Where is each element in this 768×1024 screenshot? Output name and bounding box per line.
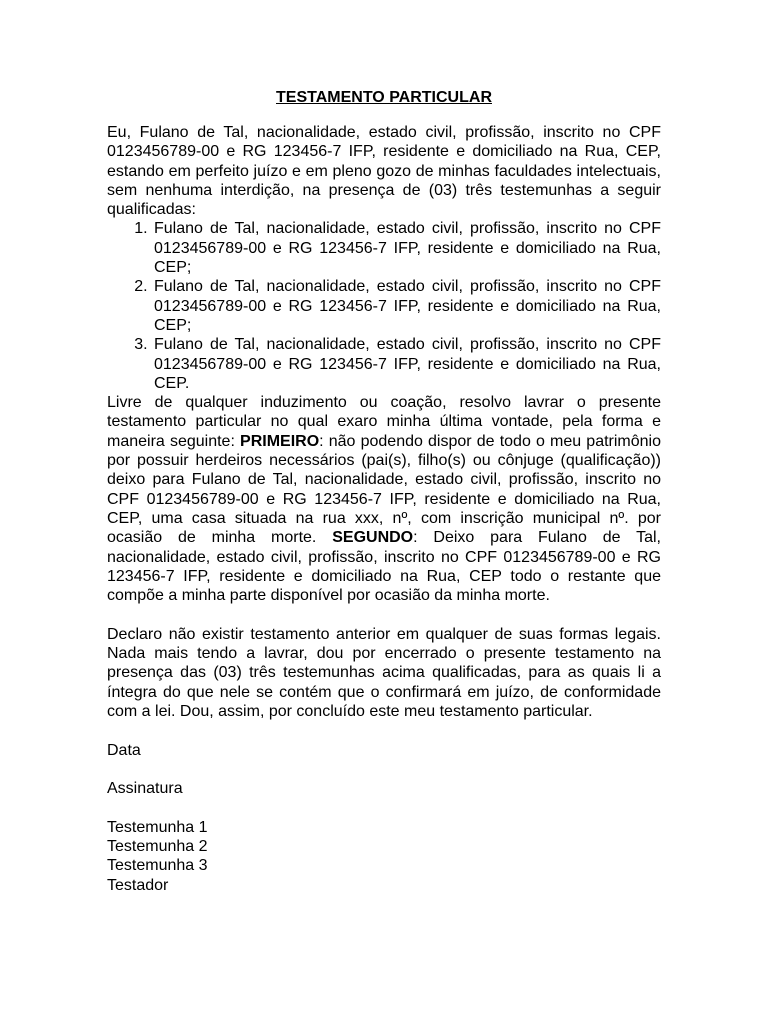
spacer bbox=[107, 721, 661, 740]
bequest-intro-text: Livre de qualquer induzimento ou coação, resolvo lavrar o presente testamento particular no qual exaro minha última vontade, pela forma e maneira seguinte: bbox=[107, 394, 661, 450]
spacer bbox=[107, 760, 661, 779]
declaration-paragraph: Declaro não existir testamento anterior em qualquer de suas formas legais. Nada mais tendo a lavrar, dou por encerrado o presente testamento na presença das (03) três testemunhas acima qualificadas, para as quais li a íntegra do que nele se contém que o confirmará em juízo, de conformidade com a lei. Dou, assim, por concluído este meu testamento particular. bbox=[107, 625, 661, 720]
signatory-testator: Testador bbox=[107, 876, 169, 894]
primeiro-label: PRIMEIRO bbox=[240, 432, 320, 450]
signatory-witness-2: Testemunha 2 bbox=[107, 837, 208, 855]
date-label: Data bbox=[107, 741, 141, 759]
intro-paragraph: Eu, Fulano de Tal, nacionalidade, estado civil, profissão, inscrito no CPF 0123456789-00 e RG 123456-7 IFP, residente e domiciliado na Rua, CEP, estando em perfeito juízo e em pleno gozo de minhas faculdades intelectuais, sem nenhuma interdição, na presença de (03) três testemunhas a seguir qualificadas: bbox=[107, 124, 661, 219]
signature-label: Assinatura bbox=[107, 780, 183, 798]
signatory-witness-3: Testemunha 3 bbox=[107, 857, 208, 875]
witness-item-1: 1. Fulano de Tal, nacionalidade, estado civil, profissão, inscrito no CPF 0123456789-00 e RG 123456-7 IFP, residente e domiciliado na Rua, CEP; bbox=[152, 219, 661, 277]
signatory-witness-1: Testemunha 1 bbox=[107, 818, 208, 836]
bequest-paragraph bbox=[107, 393, 661, 605]
segundo-text: : Deixo para Fulano de Tal, nacionalidade, estado civil, profissão, inscrito no CPF 0123456789-00 e RG 123456-7 IFP, residente e domiciliado na Rua, CEP todo o restante que compõe a minha parte disponível por ocasião da minha morte. bbox=[107, 529, 661, 605]
document-page bbox=[107, 88, 661, 895]
witness-item-3: 3. Fulano de Tal, nacionalidade, estado civil, profissão, inscrito no CPF 0123456789-00 e RG 123456-7 IFP, residente e domiciliado na Rua, CEP. bbox=[152, 335, 661, 393]
document-title: TESTAMENTO PARTICULAR bbox=[276, 89, 492, 106]
primeiro-text: : não podendo dispor de todo o meu patrimônio por possuir herdeiros necessários (pai(s), filho(s) ou cônjuge (qualificação)) deixo para Fulano de Tal, nacionalidade, estado civil, profissão, inscrito no CPF 0123456789-00 e RG 123456-7 IFP, residente e domiciliado na Rua, CEP, uma casa situada na rua xxx, nº, com inscrição municipal nº. por ocasião de minha morte. bbox=[107, 432, 662, 547]
spacer bbox=[107, 798, 661, 817]
segundo-label: SEGUNDO bbox=[332, 529, 414, 547]
witness-item-2: 2. Fulano de Tal, nacionalidade, estado civil, profissão, inscrito no CPF 0123456789-00 e RG 123456-7 IFP, residente e domiciliado na Rua, CEP; bbox=[152, 277, 661, 335]
witness-list bbox=[107, 219, 661, 393]
spacer bbox=[107, 605, 661, 624]
